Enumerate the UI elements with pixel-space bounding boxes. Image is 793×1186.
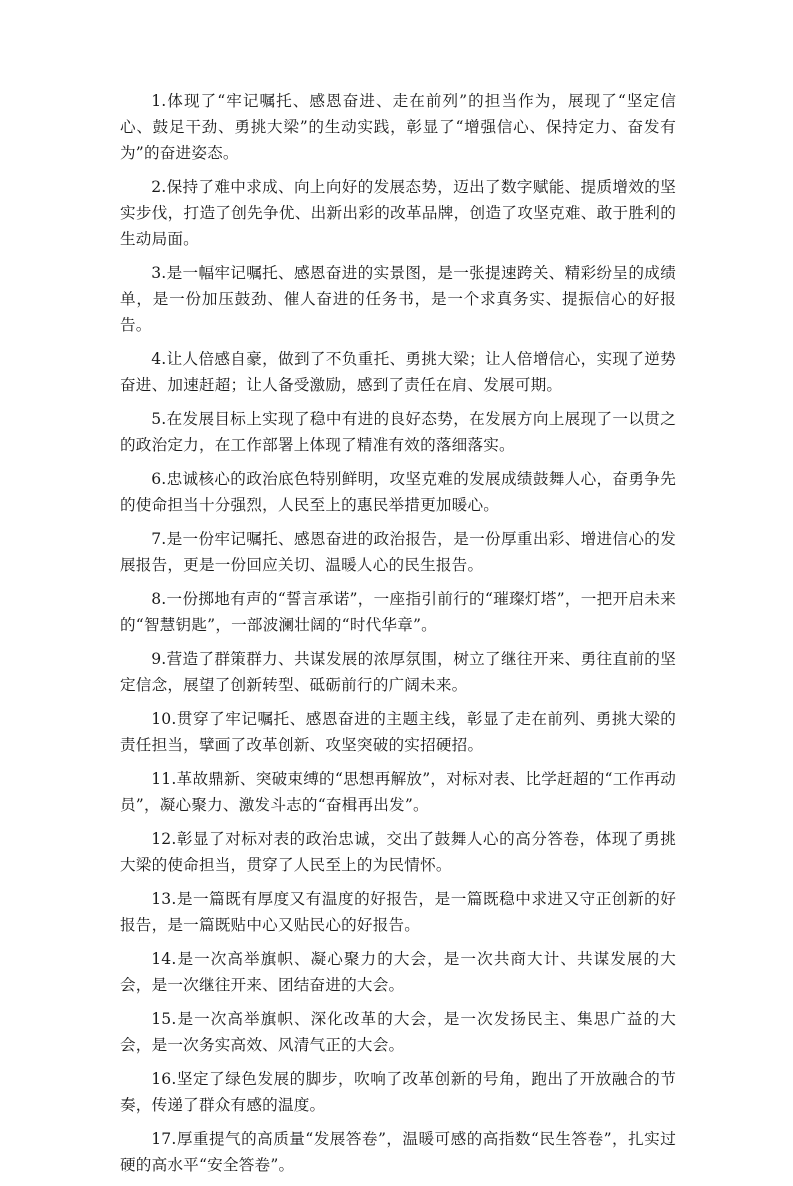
- paragraph-10: 10.贯穿了牢记嘱托、感恩奋进的主题主线，彰显了走在前列、勇挑大梁的责任担当，擘画了改革创新、攻坚突破的实招硬招。: [120, 710, 676, 754]
- paragraph-3: 3.是一幅牢记嘱托、感恩奋进的实景图，是一张提速跨关、精彩纷呈的成绩单，是一份加压鼓劲、催人奋进的任务书，是一个求真务实、提振信心的好报告。: [120, 264, 676, 334]
- paragraph-16: 16.坚定了绿色发展的脚步，吹响了改革创新的号角，跑出了开放融合的节奏，传递了群众有感的温度。: [120, 1070, 676, 1114]
- paragraph-4: 4.让人倍感自豪，做到了不负重托、勇挑大梁；让人倍增信心，实现了逆势奋进、加速赶超；让人备受激励，感到了责任在肩、发展可期。: [120, 350, 676, 394]
- paragraph-5: 5.在发展目标上实现了稳中有进的良好态势，在发展方向上展现了一以贯之的政治定力，在工作部署上体现了精准有效的落细落实。: [120, 410, 676, 454]
- paragraph-17: 17.厚重提气的高质量“发展答卷”，温暖可感的高指数“民生答卷”，扎实过硬的高水平“安全答卷”。: [120, 1130, 676, 1174]
- paragraph-7: 7.是一份牢记嘱托、感恩奋进的政治报告，是一份厚重出彩、增进信心的发展报告，更是一份回应关切、温暖人心的民生报告。: [120, 530, 676, 574]
- paragraph-9: 9.营造了群策群力、共谋发展的浓厚氛围，树立了继往开来、勇往直前的坚定信念，展望了创新转型、砥砺前行的广阔未来。: [120, 650, 676, 694]
- paragraph-12: 12.彰显了对标对表的政治忠诚，交出了鼓舞人心的高分答卷，体现了勇挑大梁的使命担当，贯穿了人民至上的为民情怀。: [120, 830, 676, 874]
- paragraph-15: 15.是一次高举旗帜、深化改革的大会，是一次发扬民主、集思广益的大会，是一次务实高效、风清气正的大会。: [120, 1010, 676, 1054]
- paragraph-8: 8.一份掷地有声的“誓言承诺”，一座指引前行的“璀璨灯塔”，一把开启未来的“智慧钥匙”，一部波澜壮阔的“时代华章”。: [120, 590, 676, 634]
- paragraph-1: 1.体现了“牢记嘱托、感恩奋进、走在前列”的担当作为，展现了“坚定信心、鼓足干劲、勇挑大梁”的生动实践，彰显了“增强信心、保持定力、奋发有为”的奋进姿态。: [120, 92, 676, 162]
- paragraph-14: 14.是一次高举旗帜、凝心聚力的大会，是一次共商大计、共谋发展的大会，是一次继往开来、团结奋进的大会。: [120, 950, 676, 994]
- paragraph-11: 11.革故鼎新、突破束缚的“思想再解放”，对标对表、比学赶超的“工作再动员”，凝心聚力、激发斗志的“奋楫再出发”。: [120, 770, 676, 814]
- paragraph-13: 13.是一篇既有厚度又有温度的好报告，是一篇既稳中求进又守正创新的好报告，是一篇既贴中心又贴民心的好报告。: [120, 890, 676, 934]
- paragraph-2: 2.保持了难中求成、向上向好的发展态势，迈出了数字赋能、提质增效的坚实步伐，打造了创先争优、出新出彩的改革品牌，创造了攻坚克难、敢于胜利的生动局面。: [120, 178, 676, 248]
- paragraph-6: 6.忠诚核心的政治底色特别鲜明，攻坚克难的发展成绩鼓舞人心，奋勇争先的使命担当十分强烈，人民至上的惠民举措更加暖心。: [120, 470, 676, 514]
- document-body: [120, 88, 676, 1186]
